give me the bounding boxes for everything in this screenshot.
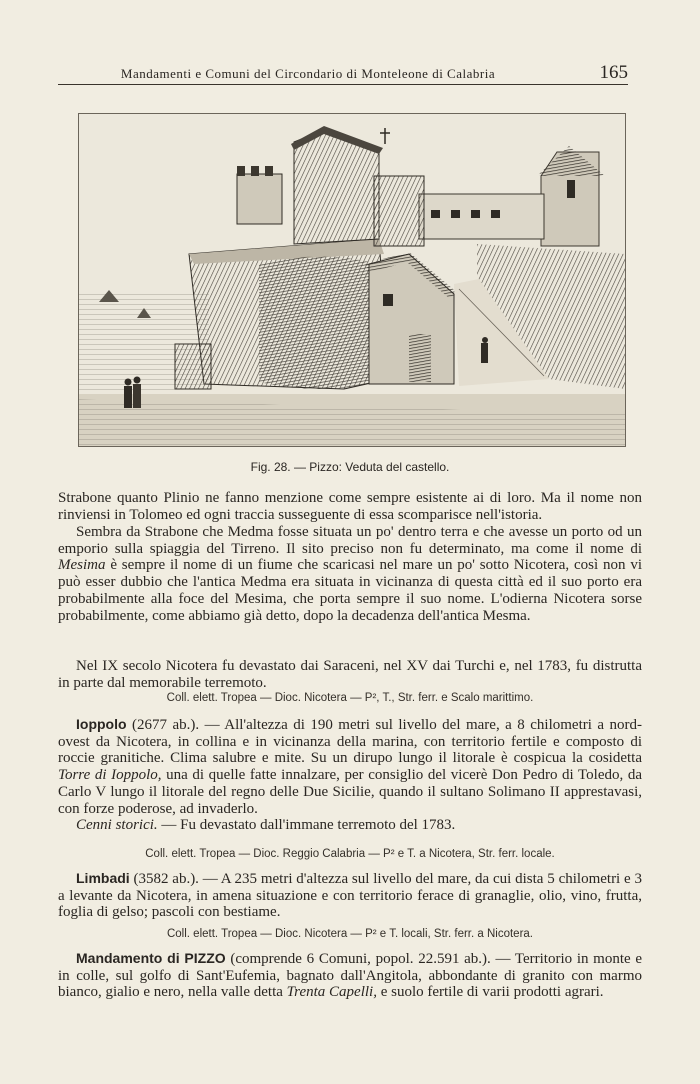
running-head [58, 62, 628, 85]
italic-term: Trenta Capelli, [286, 984, 377, 1001]
paragraph-text [58, 524, 642, 624]
text-run: Sembra da Strabone che Medma fosse situata un po' dentro terra e che avesse un porto od un emporio sulla spiaggia del Tirreno. Il sito preciso non fu determinato, ma come il nome di [58, 524, 642, 557]
entry-mandamento-pizzo [58, 950, 642, 1001]
info-line-ioppolo: Coll. elett. Tropea — Dioc. Reggio Calabria — P² e T. a Nicotera, Str. ferr. locale. [145, 848, 555, 860]
italic-term: Torre di Ioppolo, [58, 767, 162, 784]
paragraph-medma [58, 524, 642, 624]
info-line-limbadi: Coll. elett. Tropea — Dioc. Nicotera — P² e T. locali, Str. ferr. a Nicotera. [166, 928, 533, 940]
castle-illustration [78, 113, 626, 447]
castle-engraving [79, 114, 625, 446]
historical-note [58, 817, 642, 834]
italic-term: Mesima [58, 557, 106, 574]
italic-term: Cenni storici. [76, 817, 158, 834]
figure-caption: Fig. 28. — Pizzo: Veduta del castello. [250, 460, 450, 474]
entry-text [58, 950, 642, 1001]
paragraph-strabone [58, 490, 642, 523]
text-run: (comprende 6 Comuni, popol. 22.591 ab.). — Territorio in monte e in colle, sul golfo di Sant'Eufemia, bagnato dall'Angitola, abbondante di granito con marmo bianco, gialio e nero, nella valle detta [58, 951, 643, 1001]
entry-heading: Mandamento di PIZZO [76, 950, 226, 966]
text-run: (3582 ab.). — A 235 metri d'altezza sul livello del mare, da cui dista 5 chilometri e 3 a levante da Nicotera, in amena situazione e con territorio ferace di granaglie, olio, vino, frutta, foglia di gelso; pascoli con bestiame. [58, 871, 642, 921]
running-title: Mandamenti e Comuni del Circondario di Monteleone di Calabria [120, 66, 496, 81]
page-number: 165 [599, 62, 628, 83]
entry-text [58, 716, 642, 817]
text-run: (2677 ab.). — All'altezza di 190 metri sul livello del mare, a 8 chilometri a nord-ovest da Nicotera, in collina e in vicinanza della marina, con territorio fertile e composto di roccie granitiche. Clima salubre e mite. Su un dirupo lungo il litorale è cospicua la cosidetta [58, 717, 642, 767]
paragraph-text: Strabone quanto Plinio ne fanno menzione come sempre esistente ai di loro. Ma il nome non rinviensi in Tolomeo ed ogni traccia susseguente di essa scomparisce nell'istoria. [58, 490, 642, 523]
text-run: è sempre il nome di un fiume che scaricasi nel mare un po' sotto Nicotera, così non vi può esser dubbio che l'antica Medma era situata in vicinanza di questa città ed il suo porto era probabilmente alla foce del Mesima, che porta sempre il suo nome. L'odierna Nicotera sorse probabilmente, come abbiamo già detto, dopo la decadenza dell'antica Mesma. [58, 557, 642, 624]
entry-text [58, 870, 642, 921]
paragraph-nicotera-history [58, 658, 642, 691]
info-line-nicotera: Coll. elett. Tropea — Dioc. Nicotera — P², T., Str. ferr. e Scalo marittimo. [166, 692, 534, 704]
entry-ioppolo [58, 716, 642, 834]
text-run: — Fu devastato dall'immane terremoto del 1783. [157, 817, 456, 834]
entry-heading: Ioppolo [76, 716, 127, 732]
text-run: una di quelle fatte innalzare, per consiglio del vicerè Don Pedro di Toledo, da Carlo V lungo il litorale del regno delle Due Sicilie, quando il sultano Solimano II apprestavasi, con forze poderose, ad invaderlo. [58, 767, 642, 817]
text-run: e suolo fertile di varii prodotti agrari. [376, 984, 604, 1001]
paragraph-text: Nel IX secolo Nicotera fu devastato dai Saraceni, nel XV dai Turchi e, nel 1783, fu distrutta in parte dal memorabile terremoto. [58, 658, 642, 691]
entry-heading: Limbadi [76, 870, 130, 886]
entry-limbadi [58, 870, 642, 921]
